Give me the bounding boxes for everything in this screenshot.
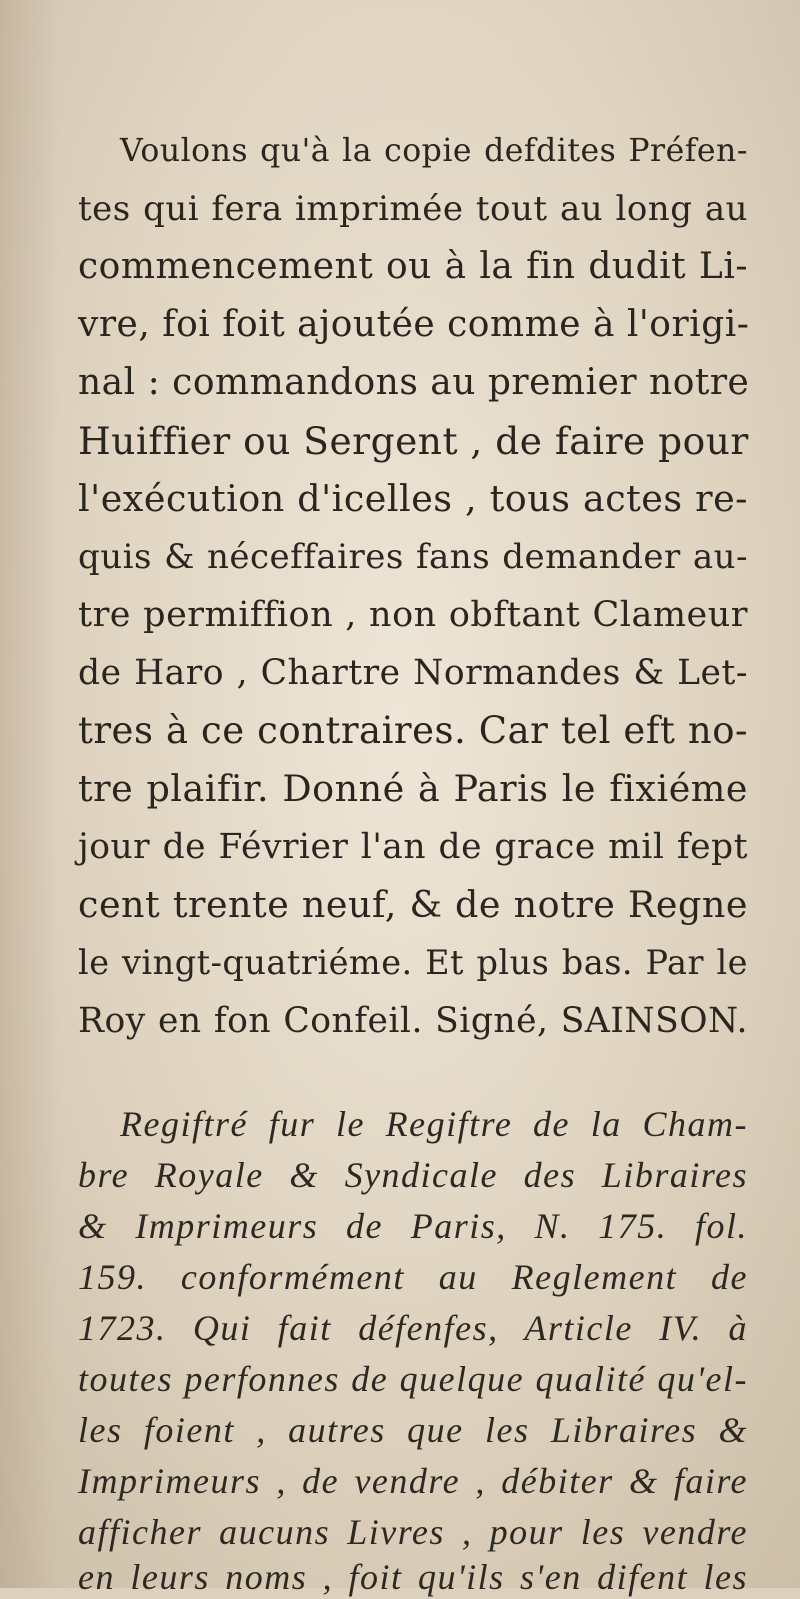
- decree-line-8: quis & néceffaires fans demander au-: [78, 537, 748, 577]
- decree-line-1: Voulons qu'à la copie defdites Préfen-: [120, 133, 748, 169]
- decree-line-12: tre plaifir. Donné à Paris le fixiéme: [78, 767, 748, 810]
- decree-line-7: l'exécution d'icelles , tous actes re-: [78, 477, 748, 520]
- registration-line-5: 1723. Qui fait défenfes, Article IV. à: [78, 1308, 748, 1348]
- registration-line-1: Regiftré fur le Regiftre de la Cham-: [120, 1104, 748, 1144]
- decree-line-14: cent trente neuf, & de notre Regne: [78, 883, 748, 926]
- registration-line-8: Imprimeurs , de vendre , débiter & faire: [78, 1461, 748, 1501]
- decree-line-10: de Haro , Chartre Normandes & Let-: [78, 653, 748, 693]
- decree-line-16: Roy en fon Confeil. Signé, SAINSON.: [78, 1001, 748, 1041]
- registration-line-7: les foient , autres que les Libraires &: [78, 1410, 748, 1450]
- decree-line-3: commencement ou à la fin dudit Li-: [78, 246, 748, 287]
- decree-line-6: Huiffier ou Sergent , de faire pour: [78, 419, 749, 463]
- registration-line-2: bre Royale & Syndicale des Libraires: [78, 1155, 748, 1195]
- registration-line-10: en leurs noms , foit qu'ils s'en difent les: [78, 1557, 748, 1597]
- registration-line-4: 159. conformément au Reglement de: [78, 1257, 748, 1297]
- decree-line-15: le vingt-quatriéme. Et plus bas. Par le: [78, 943, 748, 982]
- registration-line-6: toutes perfonnes de quelque qualité qu'el-: [78, 1359, 748, 1399]
- decree-line-5: nal : commandons au premier notre: [78, 362, 750, 403]
- decree-line-2: tes qui fera imprimée tout au long au: [78, 189, 748, 229]
- decree-line-9: tre permiffion , non obftant Clameur: [78, 595, 748, 635]
- registration-line-9: afficher aucuns Livres , pour les vendre: [78, 1512, 748, 1552]
- page-edge-shadow: [0, 0, 60, 1588]
- registration-line-3: & Imprimeurs de Paris, N. 175. fol.: [78, 1206, 748, 1246]
- decree-line-11: tres à ce contraires. Car tel eft no-: [78, 709, 748, 752]
- decree-line-13: jour de Février l'an de grace mil fept: [78, 827, 748, 867]
- decree-line-4: vre, foi foit ajoutée comme à l'origi-: [78, 304, 750, 345]
